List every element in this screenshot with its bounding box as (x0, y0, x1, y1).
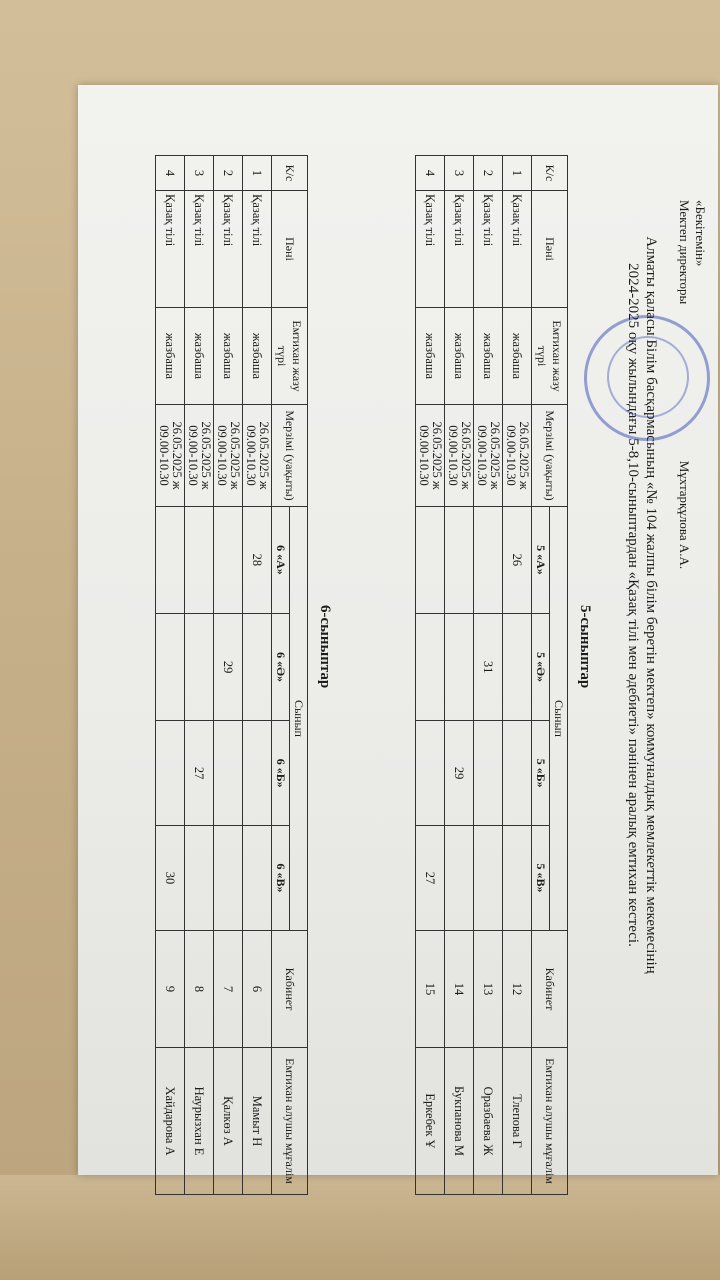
header-class: Сынып (550, 507, 568, 931)
desk-surface (0, 1175, 720, 1280)
header-exam-type: Емтихан жазу түрі (272, 308, 308, 405)
grade5-schedule-table (415, 155, 568, 1195)
header-date: Мерзімі (уақыты) (532, 405, 568, 507)
table-header-row (550, 156, 568, 1195)
class-col-6v: 6 «В» (272, 826, 290, 931)
header-room: Кабинет (532, 931, 568, 1048)
header-teacher: Емтихан алушы мұғалім (532, 1048, 568, 1195)
approval-line-2: Мектеп директоры Мұхтарқұлова А.А. (677, 200, 692, 570)
header-room: Кабинет (272, 931, 308, 1048)
director-name: Мұхтарқұлова А.А. (677, 460, 692, 570)
header-num: К/с (272, 156, 308, 191)
class-col-5b: 5 «Б» (532, 721, 550, 826)
header-class: Сынып (290, 507, 308, 931)
approval-block (676, 200, 708, 569)
table-row: 4 Қазақ тілі жазбаша 26.05.2025 ж 09.00-10.30 27 15 Еркебек Ұ (416, 156, 445, 1195)
table-row: 3 Қазақ тілі жазбаша 26.05.2025 ж 09.00-10.30 29 14 Букпанова М (445, 156, 474, 1195)
approval-line-1: «Бекітемін» (693, 200, 708, 267)
title-line-2: 2024-2025 оқу жылындағы 5-8,10-сыныптардан «Қазақ тілі мен әдебиеті» пәнінен аралық емтихан кестесі. (625, 263, 641, 947)
grade6-heading: 6-сыныптар (317, 605, 333, 689)
header-subject: Пәні (532, 191, 568, 308)
header-subject: Пәні (272, 191, 308, 308)
header-num: К/с (532, 156, 568, 191)
document-content (78, 85, 718, 1184)
class-col-6b: 6 «Б» (272, 721, 290, 826)
header-teacher: Емтихан алушы мұғалім (272, 1048, 308, 1195)
table-row: 3 Қазақ тілі жазбаша 26.05.2025 ж 09.00-10.30 27 8 Наурызхан Е (185, 156, 214, 1195)
class-col-6ae: 6 «Ә» (272, 613, 290, 720)
header-exam-type: Емтихан жазу түрі (532, 308, 568, 405)
class-col-6a: 6 «А» (272, 507, 290, 614)
table-row: 1 Қазақ тілі жазбаша 26.05.2025 ж 09.00-10.30 26 12 Тлепова Г (503, 156, 532, 1195)
table-row: 1 Қазақ тілі жазбаша 26.05.2025 ж 09.00-10.30 28 6 Мамыт Н (243, 156, 272, 1195)
table-row: 4 Қазақ тілі жазбаша 26.05.2025 ж 09.00-10.30 30 9 Хайдарова А (156, 156, 185, 1195)
class-col-5ae: 5 «Ә» (532, 613, 550, 720)
grade5-heading: 5-сыныптар (577, 605, 593, 689)
class-col-5v: 5 «В» (532, 826, 550, 931)
class-col-5a: 5 «А» (532, 507, 550, 614)
header-date: Мерзімі (уақыты) (272, 405, 308, 507)
table-header-row (290, 156, 308, 1195)
document-sheet (78, 85, 718, 1184)
document-title (624, 205, 660, 1005)
grade6-schedule-table (155, 155, 308, 1195)
title-line-1: Алматы қаласы Білім басқармасының «№ 104 жалпы білім беретін мектеп» коммуналдық мемлекеттік мекемесінің (643, 236, 659, 974)
table-row: 2 Қазақ тілі жазбаша 26.05.2025 ж 09.00-10.30 31 13 Оразбаева Ж (474, 156, 503, 1195)
table-row: 2 Қазақ тілі жазбаша 26.05.2025 ж 09.00-10.30 29 7 Қалкөз А (214, 156, 243, 1195)
